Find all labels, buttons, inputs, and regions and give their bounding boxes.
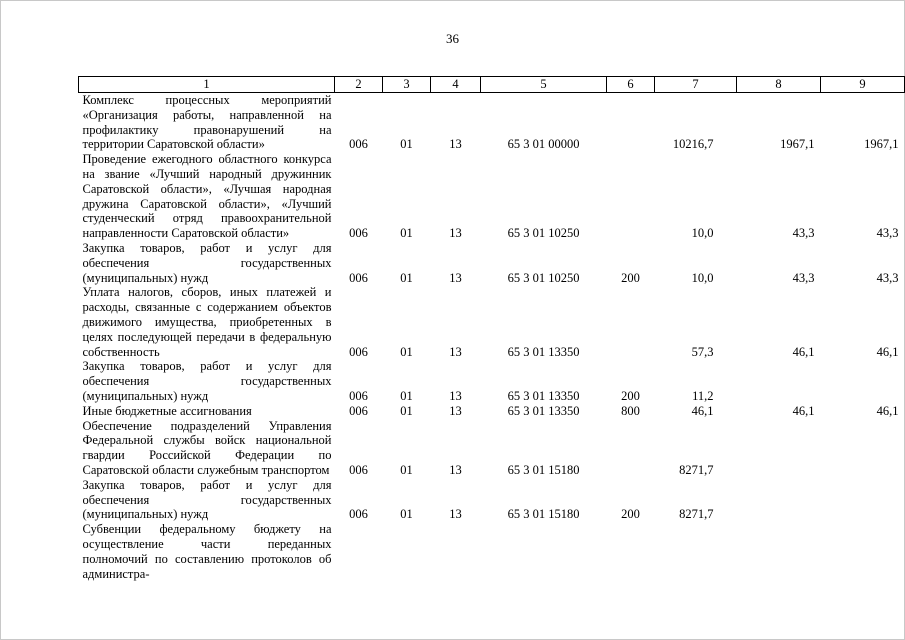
row-expense-type	[607, 93, 655, 153]
row-expense-type: 200	[621, 270, 640, 285]
column-header: 8	[737, 77, 821, 93]
table-row	[79, 404, 905, 419]
row-target-article: 65 3 01 10250	[507, 226, 580, 241]
column-header: 9	[821, 77, 905, 93]
row-expense-type	[607, 419, 655, 478]
row-section-code: 01	[400, 226, 413, 241]
column-header: 7	[655, 77, 737, 93]
row-amount-year-3	[821, 359, 905, 403]
row-description: Комплекс процессных мероприятий «Организация работы, направленной на профилактику правонарушений на территории Саратовской области»	[82, 93, 332, 152]
row-amount-year-1: 57,3	[691, 344, 714, 359]
row-target-article: 65 3 01 15180	[507, 462, 580, 477]
row-subsection-code: 13	[449, 226, 462, 241]
row-amount-year-2: 43,3	[792, 226, 815, 241]
row-expense-type: 200	[621, 507, 640, 522]
row-amount-year-2: 1967,1	[780, 137, 815, 152]
row-section-code	[383, 522, 431, 581]
row-amount-year-2	[737, 419, 821, 478]
row-amount-year-1: 10,0	[691, 270, 714, 285]
table-row	[79, 241, 905, 285]
row-ministry-code	[335, 522, 383, 581]
table-body	[79, 93, 905, 582]
table-row	[79, 93, 905, 153]
row-subsection-code: 13	[449, 507, 462, 522]
row-ministry-code: 006	[349, 226, 368, 241]
row-amount-year-1: 8271,7	[679, 462, 714, 477]
row-amount-year-2: 43,3	[792, 270, 815, 285]
row-amount-year-1: 10,0	[691, 226, 714, 241]
row-expense-type	[607, 152, 655, 241]
row-amount-year-2	[737, 522, 821, 581]
column-header: 1	[79, 77, 335, 93]
row-target-article	[481, 522, 607, 581]
column-header: 3	[383, 77, 431, 93]
row-amount-year-3: 43,3	[876, 226, 899, 241]
row-ministry-code: 006	[349, 137, 368, 152]
table-row	[79, 478, 905, 522]
table-row	[79, 359, 905, 403]
row-section-code: 01	[400, 270, 413, 285]
row-amount-year-1: 46,1	[691, 403, 714, 418]
row-amount-year-3: 46,1	[876, 403, 899, 418]
row-subsection-code: 13	[449, 462, 462, 477]
row-ministry-code: 006	[349, 270, 368, 285]
row-section-code: 01	[400, 344, 413, 359]
page-number: 36	[446, 31, 459, 46]
row-target-article: 65 3 01 13350	[507, 403, 580, 418]
row-subsection-code: 13	[449, 137, 462, 152]
row-amount-year-3: 43,3	[876, 270, 899, 285]
row-ministry-code: 006	[349, 507, 368, 522]
row-expense-type	[607, 285, 655, 359]
row-description: Закупка товаров, работ и услуг для обеспечения государственных (муниципальных) нужд	[82, 477, 332, 522]
row-amount-year-1: 8271,7	[679, 507, 714, 522]
column-header: 6	[607, 77, 655, 93]
row-description: Проведение ежегодного областного конкурса на звание «Лучший народный дружинник Саратовской области», «Лучшая народная дружина Саратовской области», «Лучший студенческий отряд правоохранительной направленности Саратовской области»	[82, 152, 332, 241]
column-header: 4	[431, 77, 481, 93]
row-section-code: 01	[400, 462, 413, 477]
row-expense-type: 800	[621, 403, 640, 418]
table-header-row	[79, 77, 905, 93]
row-target-article: 65 3 01 13350	[507, 388, 580, 403]
row-amount-year-1: 10216,7	[672, 137, 714, 152]
row-amount-year-3: 1967,1	[864, 137, 899, 152]
row-section-code: 01	[400, 388, 413, 403]
row-amount-year-2: 46,1	[792, 344, 815, 359]
row-description: Уплата налогов, сборов, иных платежей и расходы, связанные с содержанием объектов движимого имущества, приобретенных в целях последующей передачи в федеральную собственность	[82, 285, 332, 359]
row-target-article: 65 3 01 00000	[507, 137, 580, 152]
row-description: Закупка товаров, работ и услуг для обеспечения государственных (муниципальных) нужд	[82, 240, 332, 285]
row-amount-year-2: 46,1	[792, 403, 815, 418]
row-section-code: 01	[400, 137, 413, 152]
column-header: 2	[335, 77, 383, 93]
row-amount-year-1: 11,2	[692, 388, 714, 403]
row-section-code: 01	[400, 507, 413, 522]
table-row	[79, 152, 905, 241]
row-amount-year-2	[737, 359, 821, 403]
row-amount-year-3	[821, 522, 905, 581]
row-ministry-code: 006	[349, 388, 368, 403]
row-target-article: 65 3 01 13350	[507, 344, 580, 359]
column-header: 5	[481, 77, 607, 93]
row-subsection-code: 13	[449, 403, 462, 418]
row-expense-type	[607, 522, 655, 581]
row-target-article: 65 3 01 15180	[507, 507, 580, 522]
row-description: Субвенции федеральному бюджету на осуществление части переданных полномочий по составлению протоколов об администра-	[82, 522, 332, 581]
row-subsection-code: 13	[449, 388, 462, 403]
row-description: Закупка товаров, работ и услуг для обеспечения государственных (муниципальных) нужд	[82, 359, 332, 403]
row-amount-year-3	[821, 478, 905, 522]
table-row	[79, 419, 905, 478]
table-row	[79, 522, 905, 581]
row-target-article: 65 3 01 10250	[507, 270, 580, 285]
row-amount-year-3	[821, 419, 905, 478]
budget-table	[78, 76, 905, 581]
row-subsection-code	[431, 522, 481, 581]
row-expense-type: 200	[621, 388, 640, 403]
row-ministry-code: 006	[349, 462, 368, 477]
row-section-code: 01	[400, 403, 413, 418]
row-description: Обеспечение подразделений Управления Федеральной службы войск национальной гвардии Российской Федерации по Саратовской области служебным транспортом	[82, 418, 332, 477]
table-row	[79, 285, 905, 359]
row-amount-year-2	[737, 478, 821, 522]
row-ministry-code: 006	[349, 344, 368, 359]
row-ministry-code: 006	[349, 403, 368, 418]
row-subsection-code: 13	[449, 344, 462, 359]
row-amount-year-1	[655, 522, 737, 581]
row-subsection-code: 13	[449, 270, 462, 285]
row-amount-year-3: 46,1	[876, 344, 899, 359]
row-description: Иные бюджетные ассигнования	[82, 403, 252, 418]
